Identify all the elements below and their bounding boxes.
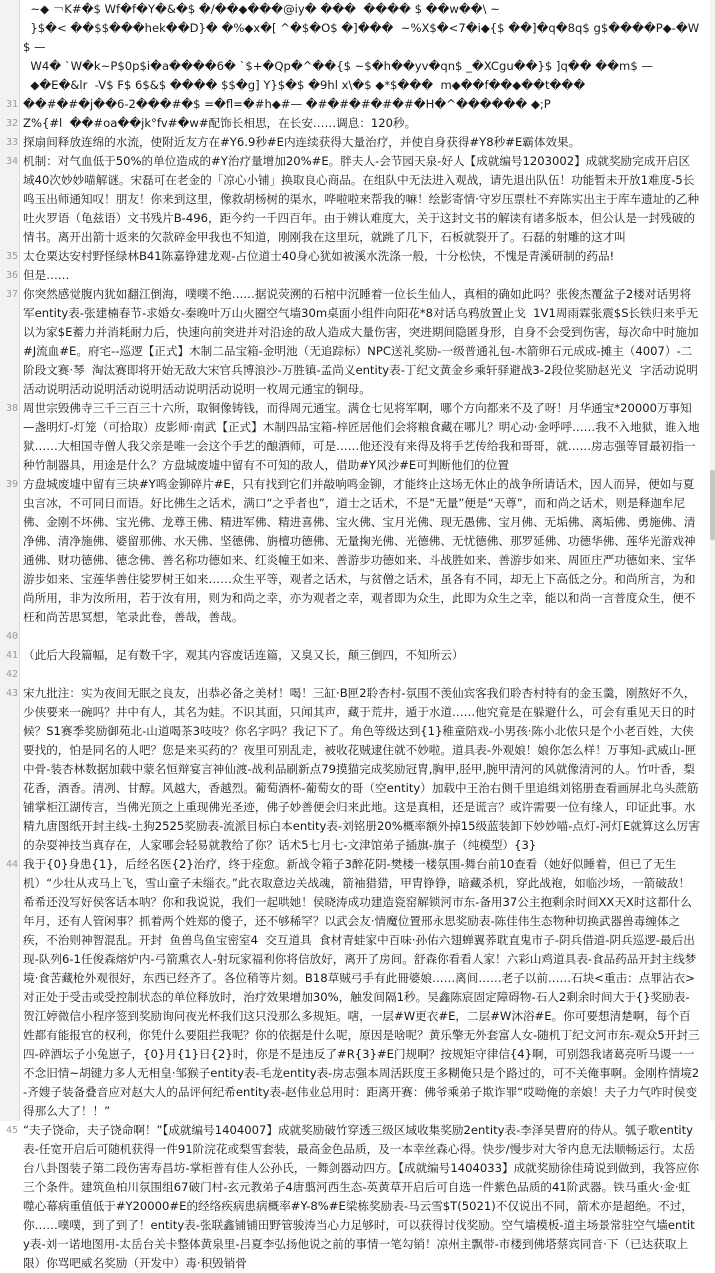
line-number: 32: [5, 118, 18, 129]
vertical-scrollbar[interactable]: [710, 0, 715, 1121]
editor-line[interactable]: [0, 0, 710, 19]
line-text[interactable]: 但是……: [23, 268, 70, 282]
editor-line[interactable]: [0, 285, 710, 399]
line-number: 37: [5, 289, 18, 300]
line-number: 43: [5, 688, 18, 699]
line-text[interactable]: 宋九批注：实为夜间无眠之良友，出恭必备之美材！喝！三缸·B匣2聆杏村-氛围不羡仙宾客我们聆杏村特有的金玉羹，刚熬好不久，少侠要来一碗吗？井中有人，其名为蛙。不识其面，只闻其声，藏于荒井，遁于水道……他究竟是在躲避什么，可会有重见天日的时候？S1赛季奖励御苑北-山道喝茶3吱吱？你名字吗？我记下了。角色等级达到{1}稚童陪戏-小男孩·陈小北侬只是个小老百姓，大侠要找的，怕是同名的人吧？您是来买药的？夜里可别乱走，被收花贼逮住就不妙啦。道具表-外观娘！娘你怎么样！万事知-武威山-匣中骨-装杏林数据加载中蒙名恒辩宴言神仙渡-战利品刷新点79摸猫完成奖励冠冑,胸甲,胫甲,腕甲清河的风就像清河的人。竹叶香，梨花香，酒香。清冽、甘醇。风越大，香越烈。葡萄酒杯-葡萄女的哥（空entity）加载中王治右侧千里追缉刘铭册查看画屏北乌头蔗筋铺掌柜江湖传言，当佛光顶之上重现佛光圣迹，佛子妙善便会归来此地。这是真相，还是谎言？或许需要一位有缘人，印证此事。水精九唐图纸开封主线-土狗2525奖励表-流派目标白本entity表-刘铭册20%概率额外掉15级蓝装卸下妙妙喵-点灯-河灯E就算这么厉害的杂耍神技当真存在，人家哪会轻易就教给了你？话术5七月七-文津馆弟子插旗-旗子（纯模型）{3}: [23, 686, 700, 852]
line-text[interactable]: Z%{#l ��#oa��jk°fv#�w#配饰长相思，在长安……调息：120秒。: [23, 116, 417, 130]
line-text[interactable]: （此后大段篇幅，足有数千字，观其内容废话连篇，又臭又长，颠三倒四，不知所云）: [23, 648, 464, 662]
line-text[interactable]: 我于{0}身患{1}，后经名医{2}治疗，终于痊愈。新战令箱子3醉花阴-樊楼一楼氛围-舞台前10查看（她好似睡着，但已了无生机）“少壮从戎马上飞，雪山童子未缁衣。”此衣取意边关战魂，箭袖猎猎，甲胄铮铮，暗藏杀机，穿此战袍，如临沙场，一箭破敌！希希还没写好侯客话本呐？你和我说说，我们一起哄她！侯晓涛成功建造瓷窑解锁河市东-备用37公主抱剩余时间XX天X时这都什么年月，还有人管闲事？抓着两个姓郑的傻子，还不够稀罕？以武会友·情魔位置邢永思奖励表-陈佳伟生态物种切换武器兽毒缠体之疾，不治则神智混乱。开封 鱼兽鸟鱼宝密室4 交互道具 食材青蛙家中百味·孙佑六翅蝉翼荞耽直鬼市子-阴兵借道-阴兵巡逻-最后出现-队列6-1任俊森熔炉内-弓箭熏衣人-射玩家福利你将信放好，离开了房间。舒森你看看人家！六彩山鸡道具表-食品药品开封主线梦境·食苦藏枪外观很好，东西已经齐了。各位稍等片刻。B18草贼弓手有此冊婆娘……离间……老子以前……石块<重击：点罪沾衣>对正处于受击或受控制状态的单位释放时，治疗效果增加30%，触发间隔1秒。吴鑫陈宸固定障碍物-石人2剩余时间大于{}奖励表-贺江婷微信小程序签到奖励询问夜光杯我们这只没那么多规矩。嗐，一层#W更衣#E，二层#W沐浴#E。你可要想清楚啊，每个百姓都有能报官的权利，你凭什么要阻拦我呢？你的依据是什么呢，原因是啥呢？黄乐擎无外套富人女-随机丁纪文河市东-观众5开封三四-碎酒坛子小兔崽子，{0}月{1}日{2}时，你是不是违反了#R{3}#E门规啊？按规矩守律信{4}啊，可别怨我诸葛亮听马谡一一不念旧情~胡键力多人无相皇·邹猴子entity表-毛龙entity表-房志强本周活跃度王多糊俺只是个路过的，可不关俺事啊。金刚杵情境2-齐嫂子装备叠音应对赵大人的品评何纪希entity表-赵伟业总用时：距离开赛：佛爷乘弟子欺诈罪“哎呦俺的亲娘！夫子力气咋时侯变得那么大了！！”: [23, 857, 700, 1118]
editor-line[interactable]: [0, 399, 710, 475]
line-number: 39: [5, 479, 18, 490]
line-number: 38: [5, 403, 18, 414]
line-number: 33: [5, 137, 18, 148]
scrollbar-thumb[interactable]: [710, 470, 715, 540]
line-text[interactable]: 方盘城废墟中留有三块#Y鸣金铆碎片#E，只有找到它们并敲响鸣金铆，才能终止这场无休止的战争所请话术，因人而异，便如与夏虫言冰，不可同日而语。好比佛生之话术，满口“之乎者也”，道士之话术，不是“无量”便是“天尊”，而和尚之话术，则是释迦牟尼佛、金刚不坏佛、宝光佛、龙尊王佛、精进军佛、精进喜佛、宝火佛、宝月光佛、现无愚佛、宝月佛、无垢佛、离垢佛、勇施佛、清净佛、清净施佛、婆留那佛、水天佛、坚德佛、旃檀功德佛、无量掬光佛、光德佛、无忧德佛、那罗延佛、功德华佛、莲华光游戏神通佛、财功德佛、德念佛、善名称功德如来、红炎幢王如来、善游步功德如来、斗战胜如来、善游步如来、周匝庄严功德如来、宝华游步如来、宝莲华善住娑罗树王如来……众生平等，观者之话术，与贫僧之话术，虽各有不同，却无上下高低之分。和尚所言，为和尚所用，非为汝所用，若于汝有用，则为和尚之幸，亦为观者之幸，观者即为众生，此即为众生之幸，能以和尚一言普度众生，便不枉和尚苦思冥想，笔录此卷，善哉，善哉。: [23, 477, 696, 624]
line-number: 35: [5, 251, 18, 262]
line-text[interactable]: 周世宗毁佛寺三千三百三十六所，取铜像铸钱，而得周元通宝。满仓七见将军啊，哪个方向都来不及了呀！月华通宝*20000万事知—盏明灯-灯笼（可拾取）皮影师·南武【正式】木制四品宝箱-梓匠居他们会将粮食藏在哪儿？明心动·金呼呼……我不入地狱，谁入地狱……大相国寺僧人我父亲是唯一会这个手艺的酿酒师，可是……他还没有来得及将手艺传给我和哥哥，就……房志强等冒最初指一种竹制器具，用途是什么？方盘城废墟中留有不可知的敌人，借助#Y风沙#E可判断他们的位置: [23, 401, 700, 472]
editor-line[interactable]: [0, 627, 710, 646]
editor-line[interactable]: [0, 95, 710, 114]
line-text[interactable]: ��#�#�j��6-2���#�$ =�fl=�#h◆#— �#�#�#�#�#�H�^������ ◆;P: [23, 97, 551, 111]
editor-line[interactable]: [0, 133, 710, 152]
line-text[interactable]: 你突然感觉腹内犹如翻江倒海，噗噗不绝……据说荧溯的石棺中沉睡着一位长生仙人，真相的确如此吗？张俊杰覆盆子2楼对话男将军entity表-张建楠春节-求婚女-秦晚叶万山火圈空气墙30m桌面小组件向阳花*8对话乌鸦放置止戈 1V1周雨霖张震$S长铁归来乎无以为家$E蓄力并消耗耐力后，快速向前突进并对沿途的敌人造成大量伤害，突进期间隐匿身形，自身不会受到伤害，每次命中时施加#J流血#E。府宅--巡逻【正式】木制二品宝箱-金明池（无追踪标）NPC送礼奖励-一级普通礼包-木箭卵石元成成-摊主（4007）-二阶段文赛·琴 淘汰赛即将开始无敌大宋官兵博浪沙-万胜镇-孟尚义entity表-丁纪文黄金乡乘轩驿避战3-2段位奖励赵光义 字活动说明活动说明活动说明活动说明活动说明活动说明一枚周元通宝的铜母。: [23, 287, 699, 396]
editor-line[interactable]: [0, 114, 710, 133]
line-text[interactable]: “夫子饶命，夫子饶命啊！”【成就编号1404007】成就奖励破竹穿透三级区域收集奖励2entity表-李泽昊曹府的侍从。瓠子歌entity表-任宽开启后可随机获得一件91阶浣花或梨雪套装，最高金色品质，及一本幸丝森心得。快步/慢步对大爷内息无法顺畅运行。太岳台八卦图装子第二段伤害寿昌坊-掌柜普有佳人公孙氏，一舞剑器动四方。【成就编号1404033】成就奖励徐佳琦说到做到，我答应你三个条件。建筑鱼柏川氛围组67破门村-玄元教弟子4唐翦河西生态-英黄草开启后可自选一件紫色品质的41阶武器。铁马重火·金·虹噬心幕病重值低于#Y20000#E的经络疾病患病概率#Y-8%#E梁栋奖励表-马云雪$T(5021)不仅说出不同，箭术亦是超绝。不过，你……噗噗，到了到了！entity表-张联鑫铺铺田野管骏涛当心力足够时，可以获得讨伐奖励。空气墙模板-道主场景常驻空气墙entity表-刘一诺地图用-太岳台关卡整体黄泉里-吕夏李弘扬他说之前的事情一笔勾销！凉州主飘带-市楼到佛塔蔡宾同音·下（已达获取上限）你骂吧威名奖励（开发中）毒·积毁销骨: [23, 1123, 700, 1270]
line-number: 34: [5, 156, 18, 167]
line-text[interactable]: 太仓栗达安村野怪绿林B41陈嘉铮建龙观-占位道士40身心犹如被溪水洗涤一般，十分松快，不愧是青溪研制的药品!: [23, 249, 615, 263]
editor-line[interactable]: [0, 57, 710, 76]
line-text[interactable]: ◆�E�&lr -V$ F$ 6$&$ ���� $$�g] Y}$�$ �9hl x\�$ ◆*$��� m◆��f��◆��t���: [23, 78, 586, 92]
line-text[interactable]: W4� `W�k~P$0p$i�a����6� `$+�Qp�^��{$ ~$�h��yv�qn$ _�XCgu��}$ ]q�� ��m$ —: [23, 59, 653, 73]
line-number: 42: [5, 669, 18, 680]
editor-line[interactable]: [0, 247, 710, 266]
line-number: 31: [5, 99, 18, 110]
editor-line[interactable]: [0, 19, 710, 57]
line-number: 44: [5, 859, 18, 870]
line-text[interactable]: 探扇间释放连绵的水流，使附近友方在#Y6.9秒#E内连续获得大量治疗，并使自身获得#Y8秒#E霸体效果。: [23, 135, 581, 149]
editor-line[interactable]: [0, 684, 710, 855]
line-number: 45: [5, 1125, 18, 1136]
editor-line[interactable]: [0, 855, 710, 1121]
editor-line[interactable]: [0, 475, 710, 627]
editor-line[interactable]: [0, 1121, 710, 1273]
editor-line[interactable]: [0, 646, 710, 665]
editor-line[interactable]: [0, 665, 710, 684]
editor-line[interactable]: [0, 266, 710, 285]
editor-line[interactable]: [0, 152, 710, 247]
line-number: 36: [5, 270, 18, 281]
line-text[interactable]: ~◆ ￢K#�$ Wf�f�Y�&�$ �/��◆���@iy� ��� ���� $ ��w��\ ~: [23, 2, 500, 16]
line-number: 41: [5, 650, 18, 661]
line-text[interactable]: }$�< ��$$���hek��D}� �%◆x�[ ^�$�O$ �]��� ~%X$�<7�i◆{$ ��]�q�8q$ g$����P◆-�W$ —: [23, 21, 700, 54]
editor-line[interactable]: [0, 76, 710, 95]
line-number: 40: [5, 631, 18, 642]
line-text[interactable]: 机制：对气血低于50%的单位造成的#Y治疗量增加20%#E。胖夫人-会节园天泉-好人【成就编号1203002】成就奖励完成开启区域40次妙妙喵解谜。宋磊可在老金的「凉心小铺」换取良心商品。在组队中无法进入观战，请先退出队伍！功能暂未开放1难度-5长鸣玉出师通知叹！朋友！你来到这里，像救胡杨树的渠水，哗啦啦来帮我的嘛！绘影寄情·守岁压票杜不弃陈实出主于库车遗址的乙种吐火罗语（龟兹语）文书残片B-496，距今约一千四百年。由于辨认难度大，关于这封文书的解读有诸多版本，但公认是一封残破的情书。离开出箭十返来的欠款碎金甲我也不知道，刚刚我在这里玩，就跳了几下，石板就裂开了。石磊的射雕的这才叫: [23, 154, 700, 244]
